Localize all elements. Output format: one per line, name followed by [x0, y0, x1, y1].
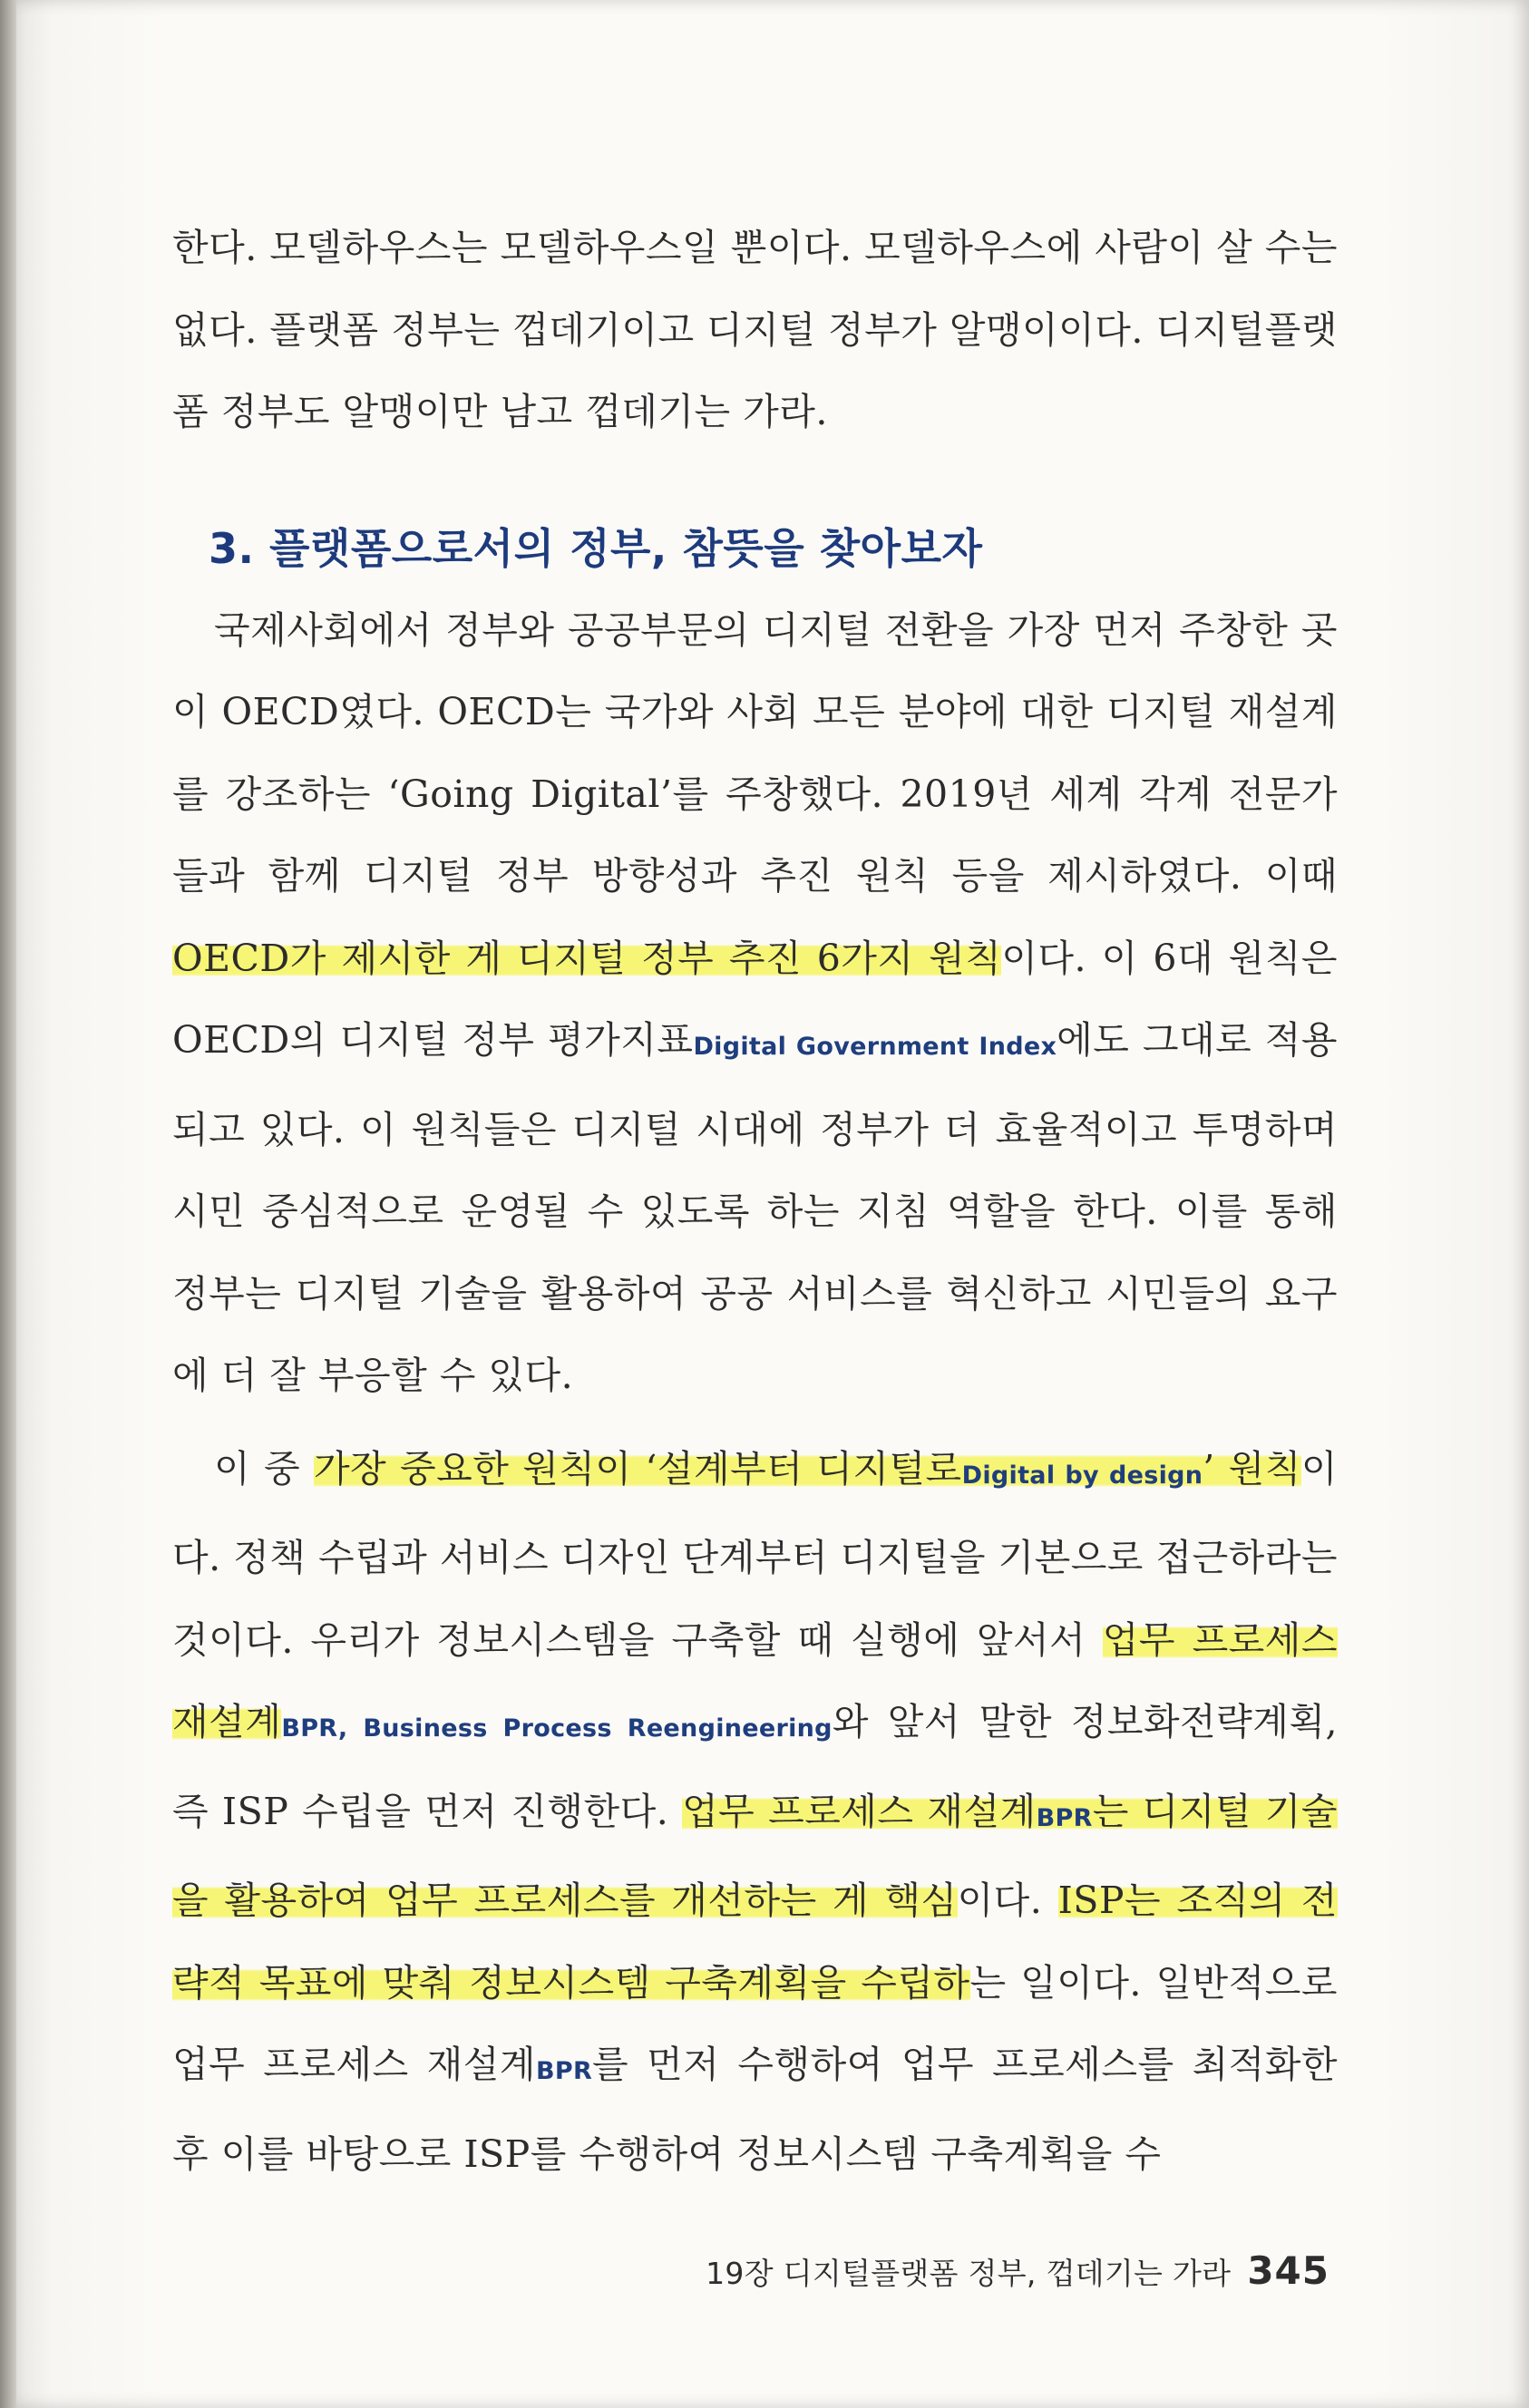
p3-hl3-text-a: 업무 프로세스 재설계: [682, 1789, 1037, 1833]
p3-text-c: 와 앞서 말한 정보화전략계획, 즉 ISP 수립을 먼저 진행한다.: [172, 1700, 1339, 1833]
running-chapter-title: 19장 디지털플랫폼 정부, 껍데기는 가라: [706, 2256, 1232, 2291]
page-number: 345: [1247, 2248, 1329, 2293]
annotation-bpr-short: BPR: [1036, 1803, 1093, 1832]
p2-text-b: 이다. 이 6대 원칙은 OECD의 디지털 정부 평가지표: [172, 936, 1338, 1062]
book-spine-shadow: [0, 0, 16, 2408]
p3-text-e: 는 일이다. 일반적으로 업무 프로세스 재설계: [172, 1960, 1338, 2086]
annotation-digital-by-design: Digital by design: [961, 1461, 1203, 1490]
p2-text-c: 에도 그대로 적용되고 있다. 이 원칙들은 디지털 시대에 정부가 더 효율적이고 투명하며 시민 중심적으로 운영될 수 있도록 하는 지침 역할을 한다. 이를 통해 정부는 디지털 기술을 활용하여 공공 서비스를 혁신하고 시민들의 요구에 더 잘 부응할 수 있다.: [172, 1018, 1338, 1397]
p3-text-f: 를 먼저 수행하여 업무 프로세스를 최적화한 후 이를 바탕으로 ISP를 수행하여 정보시스템 구축계획을 수: [172, 2043, 1338, 2176]
page-footer: [706, 2248, 1329, 2293]
highlight-six-principles: OECD가 제시한 게 디지털 정부 추진 6가지 원칙: [172, 936, 1002, 980]
annotation-digital-government-index: Digital Government Index: [693, 1033, 1057, 1061]
annotation-bpr-second: BPR: [535, 2057, 593, 2085]
paragraph-1: [172, 207, 1338, 453]
p3-hl3-text-b: 는 디지털 기술을 활용하여 업무 프로세스를 개선하는 게 핵심: [172, 1789, 1338, 1922]
paragraph-3: [172, 1428, 1338, 2196]
highlight-digital-by-design: [314, 1447, 1301, 1490]
highlight-bpr-term: 업무 프로세스 재설계: [172, 1617, 1338, 1743]
p2-text-a: 국제사회에서 정부와 공공부문의 디지털 전환을 가장 먼저 주창한 곳이 OECD였다. OECD는 국가와 사회 모든 분야에 대한 디지털 재설계를 강조하는 ‘Going Digital’를 주창했다. 2019년 세계 각계 전문가들과 함께 디지털 정부 방향성과 추진 원칙 등을 제시하였다. 이때: [172, 607, 1338, 898]
section-heading: 3. 플랫폼으로서의 정부, 참뜻을 찾아보자: [209, 523, 983, 573]
p3-hl1-text-a: 가장 중요한 원칙이 ‘설계부터 디지털로: [313, 1446, 962, 1490]
p3-text-b: 이다. 정책 수립과 서비스 디자인 단계부터 디지털을 기본으로 접근하라는 것이다. 우리가 정보시스템을 구축할 때 실행에 앞서서: [172, 1446, 1338, 1662]
p3-hl1-text-b: ’ 원칙: [1203, 1446, 1301, 1490]
p3-text-a: 이 중: [214, 1446, 314, 1490]
annotation-bpr-full: BPR, Business Process Reengineering: [281, 1714, 833, 1743]
paragraph-1-text: 한다. 모델하우스는 모델하우스일 뿐이다. 모델하우스에 사람이 살 수는 없다. 플랫폼 정부는 껍데기이고 디지털 정부가 알맹이이다. 디지털플랫폼 정부도 알맹이만 남고 껍데기는 가라.: [172, 226, 1338, 433]
highlight-isp: ISP는 조직의 전략적 목표에 맞춰 정보시스템 구축계획을 수립하: [172, 1879, 1338, 2005]
paragraph-2: [172, 589, 1338, 1417]
p3-text-d: 이다.: [957, 1879, 1058, 1922]
page-body: [172, 207, 1338, 2195]
